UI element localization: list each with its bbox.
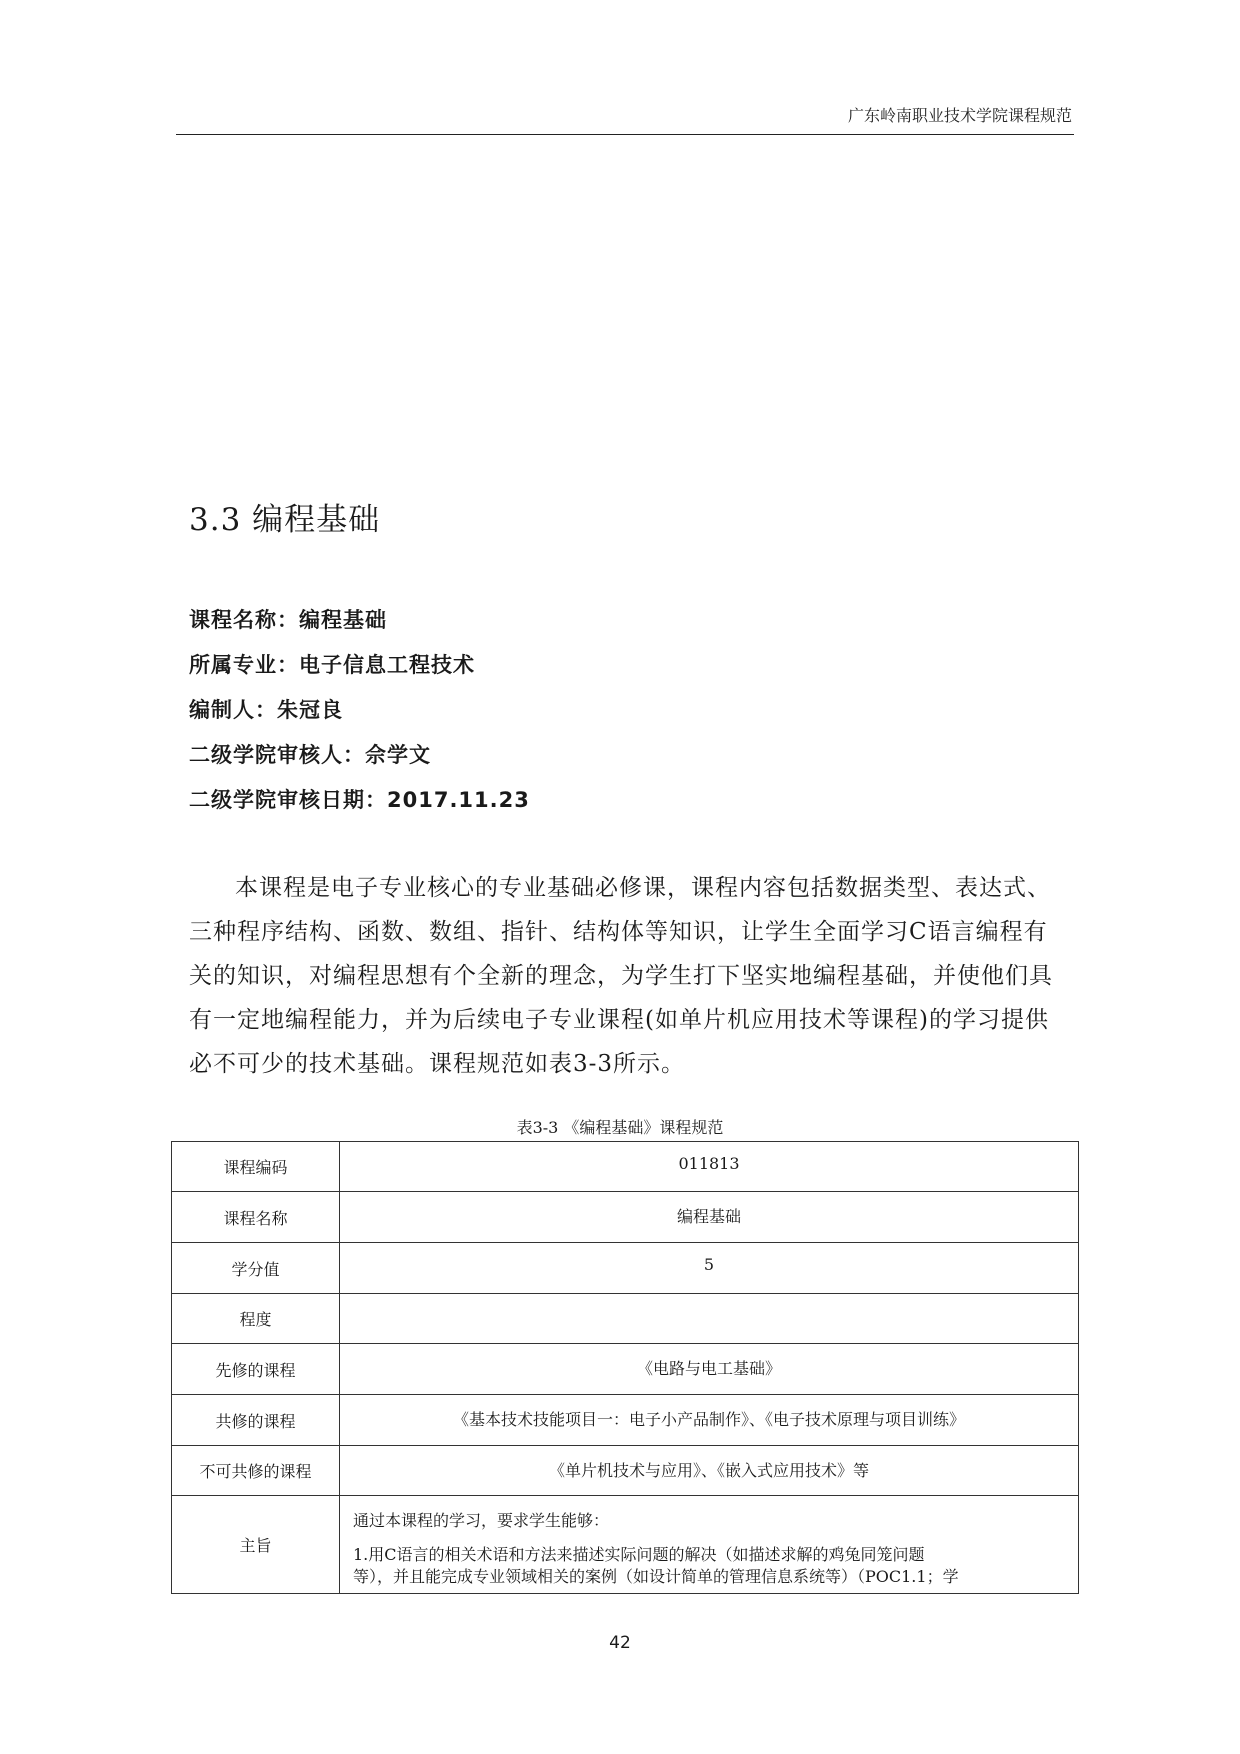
page-number: 42 — [609, 1633, 631, 1653]
meta-review-date: 二级学院审核日期：2017.11.23 — [189, 788, 530, 812]
table-row — [172, 1395, 1079, 1446]
intro-paragraph: 本课程是电子专业核心的专业基础必修课，课程内容包括数据类型、表达式、三种程序结构、函数、数组、指针、结构体等知识，让学生全面学习C语言编程有关的知识，对编程思想有个全新的理念，为学生打下坚实地编程基础，并使他们具有一定地编程能力，并为后续电子专业课程(如单片机应用技术等课程)的学习提供必不可少的技术基础。课程规范如表3-3所示。 — [189, 875, 1053, 1077]
row-label: 共修的课程 — [172, 1395, 340, 1446]
meta-author: 编制人：朱冠良 — [189, 698, 343, 722]
row-label: 课程编码 — [172, 1142, 340, 1192]
row-label: 先修的课程 — [172, 1344, 340, 1395]
meta-major: 所属专业：电子信息工程技术 — [189, 653, 475, 677]
table-row — [172, 1446, 1079, 1496]
row-label: 程度 — [172, 1294, 340, 1344]
aim-intro: 通过本课程的学习，要求学生能够： — [353, 1511, 610, 1530]
table-row — [172, 1192, 1079, 1243]
row-value: 编程基础 — [340, 1192, 1079, 1243]
table-row — [172, 1243, 1079, 1294]
aim-item-1-line-1: 1.用C语言的相关术语和方法来描述实际问题的解决（如描述求解的鸡兔同笼问题 — [353, 1545, 925, 1564]
course-meta-list — [189, 598, 530, 823]
table-row-aim — [172, 1496, 1079, 1594]
row-value: 《单片机技术与应用》、《嵌入式应用技术》等 — [340, 1446, 1079, 1496]
row-label: 主旨 — [172, 1496, 340, 1594]
row-value: 《基本技术技能项目一：电子小产品制作》、《电子技术原理与项目训练》 — [340, 1395, 1079, 1446]
row-value — [340, 1294, 1079, 1344]
table-row — [172, 1344, 1079, 1395]
row-label: 不可共修的课程 — [172, 1446, 340, 1496]
header-divider — [176, 134, 1074, 135]
meta-reviewer: 二级学院审核人：佘学文 — [189, 743, 431, 767]
row-value: 011813 — [340, 1142, 1079, 1192]
aim-content — [340, 1496, 1079, 1594]
table-row — [172, 1142, 1079, 1192]
section-title: 3.3 编程基础 — [189, 502, 381, 538]
table-row — [172, 1294, 1079, 1344]
row-label: 课程名称 — [172, 1192, 340, 1243]
meta-course-name: 课程名称：编程基础 — [189, 608, 387, 632]
running-header: 广东岭南职业技术学院课程规范 — [847, 106, 1072, 125]
table-caption: 表3-3 《编程基础》课程规范 — [516, 1118, 724, 1137]
aim-item-1-line-2: 等），并且能完成专业领域相关的案例（如设计简单的管理信息系统等）（POC1.1；学 — [353, 1567, 959, 1586]
row-value: 5 — [340, 1243, 1079, 1294]
row-label: 学分值 — [172, 1243, 340, 1294]
row-value: 《电路与电工基础》 — [340, 1344, 1079, 1395]
course-spec-table — [171, 1141, 1079, 1594]
